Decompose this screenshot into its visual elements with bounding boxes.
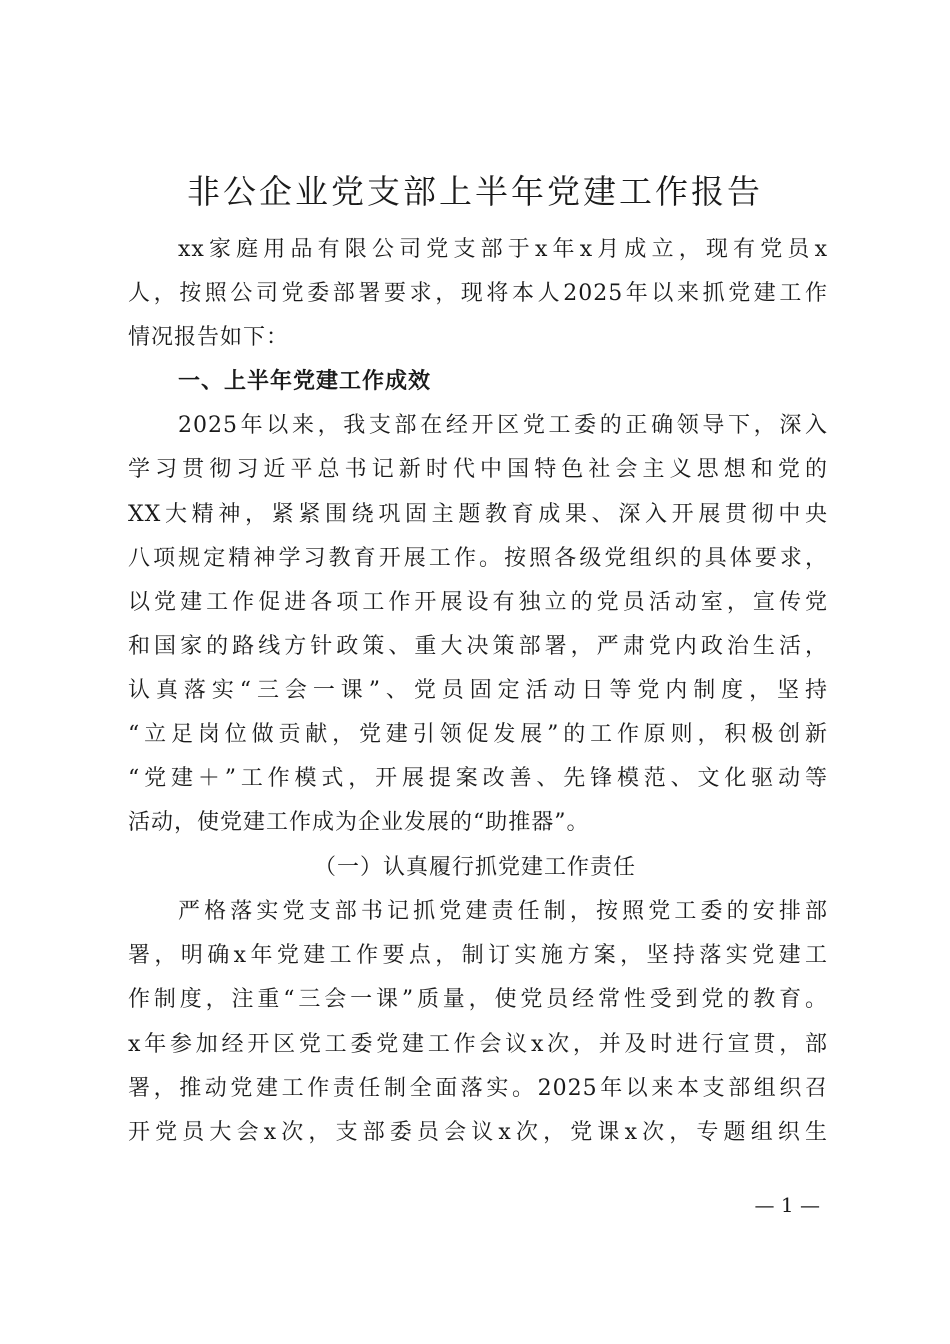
paragraph-line: 署，推动党建工作责任制全面落实。2025年以来本支部组织召: [128, 1076, 828, 1101]
paragraph-line: 开党员大会x次，支部委员会议x次，党课x次，专题组织生: [128, 1120, 828, 1145]
paragraph-line: XX大精神，紧紧围绕巩固主题教育成果、深入开展贯彻中央: [128, 502, 828, 527]
paragraph-line: 和国家的路线方针政策、重大决策部署，严肃党内政治生活，: [128, 634, 828, 659]
paragraph-line: 学习贯彻习近平总书记新时代中国特色社会主义思想和党的: [128, 457, 828, 482]
subsection-heading: （一）认真履行抓党建工作责任: [313, 855, 636, 880]
paragraph-line: “党建＋”工作模式，开展提案改善、先锋模范、文化驱动等: [128, 766, 828, 791]
paragraph-line: 2025年以来，我支部在经开区党工委的正确领导下，深入: [178, 413, 828, 438]
paragraph-line: “立足岗位做贡献，党建引领促发展”的工作原则，积极创新: [128, 722, 828, 747]
intro-line-2: 人，按照公司党委部署要求，现将本人2025年以来抓党建工作: [128, 281, 828, 306]
paragraph-line: 活动，使党建工作成为企业发展的“助推器”。: [128, 810, 590, 835]
paragraph-line: 署，明确x年党建工作要点，制订实施方案，坚持落实党建工: [128, 943, 828, 968]
paragraph-line: 八项规定精神学习教育开展工作。按照各级党组织的具体要求，: [128, 546, 828, 571]
paragraph-line: 作制度，注重“三会一课”质量，使党员经常性受到党的教育。: [128, 987, 828, 1012]
paragraph-line: 以党建工作促进各项工作开展设有独立的党员活动室，宣传党: [128, 590, 828, 615]
document-title: 非公企业党支部上半年党建工作报告: [187, 172, 763, 211]
section-heading: 一、上半年党建工作成效: [178, 369, 432, 394]
intro-line-3: 情况报告如下：: [128, 325, 290, 350]
intro-line-1: xx家庭用品有限公司党支部于x年x月成立，现有党员x: [178, 237, 828, 262]
page-number: — 1 —: [754, 1193, 820, 1217]
paragraph-line: 认真落实“三会一课”、党员固定活动日等党内制度，坚持: [128, 678, 828, 703]
paragraph-line: 严格落实党支部书记抓党建责任制，按照党工委的安排部: [178, 899, 828, 924]
paragraph-line: x年参加经开区党工委党建工作会议x次，并及时进行宣贯，部: [128, 1032, 828, 1057]
